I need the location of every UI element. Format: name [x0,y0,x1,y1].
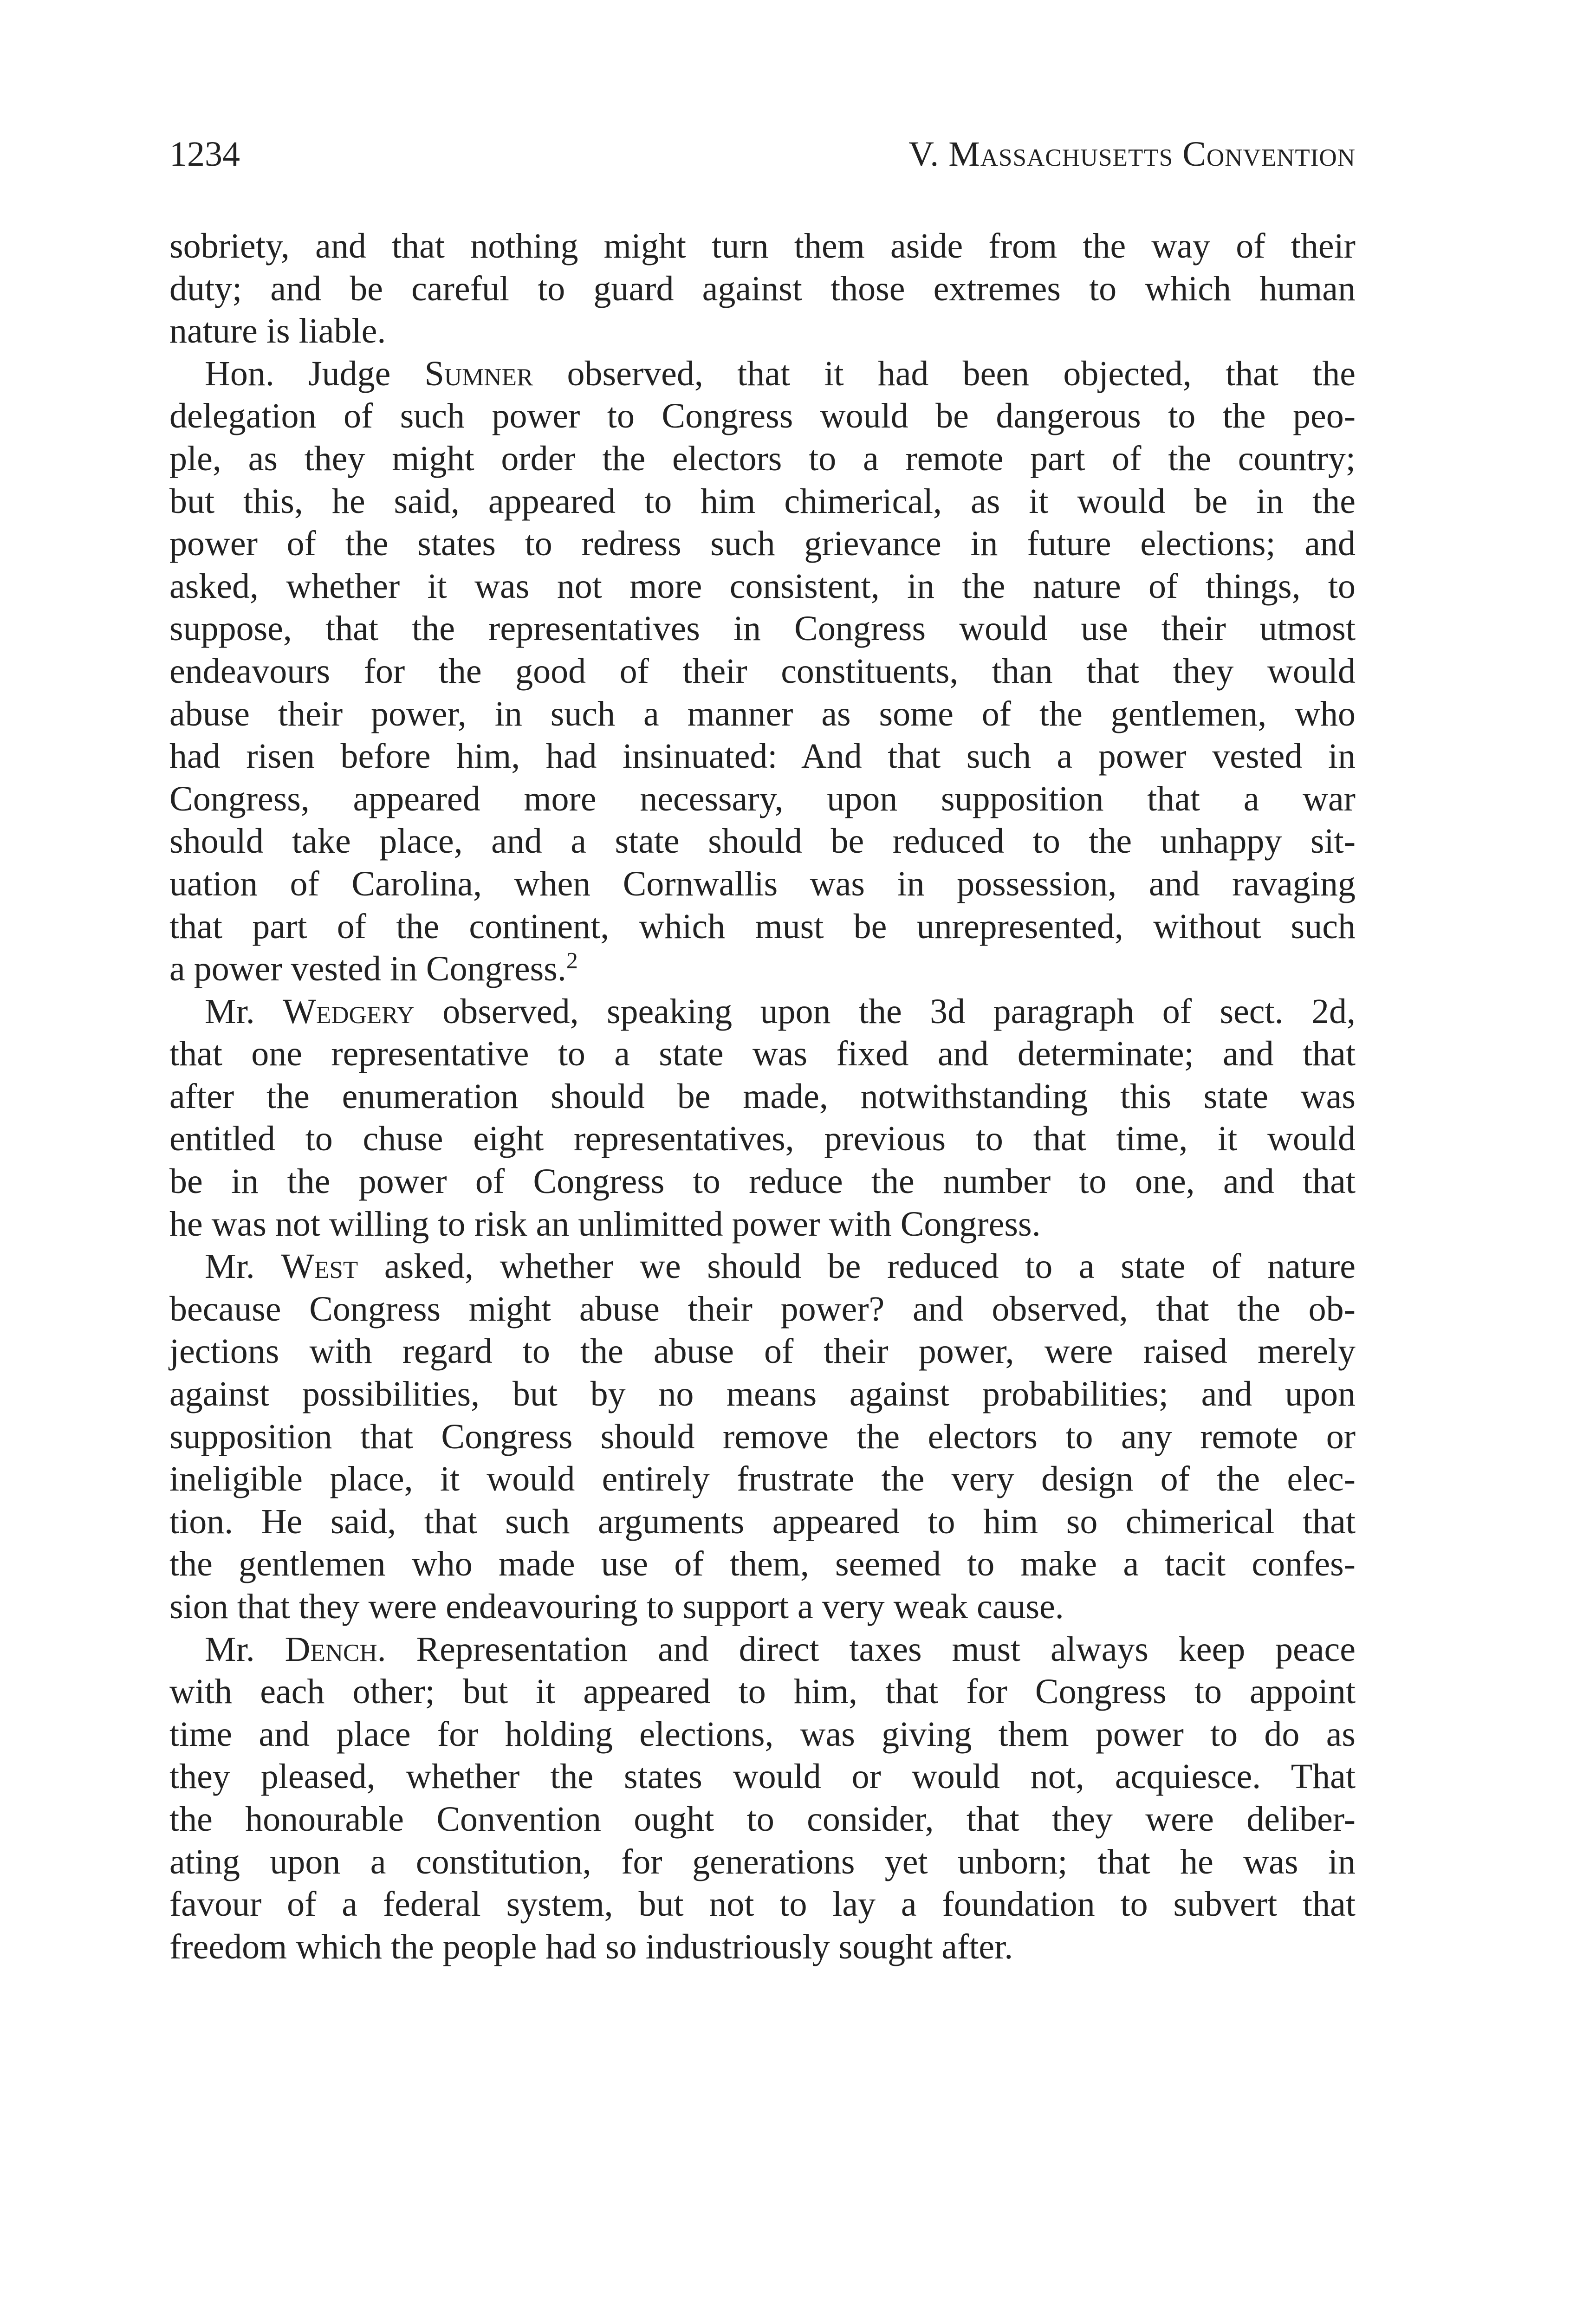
text-line: he was not willing to risk an unlimitted power with Congress. [169,1204,1041,1244]
text-line: favour of a federal system, but not to lay a foundation to subvert that [169,1885,1356,1924]
text-fragment: Mr. [205,992,283,1031]
running-head-title: Massachusetts Convention [948,135,1356,174]
text-line: endeavours for the good of their constituents, than that they would [169,651,1356,691]
text-fragment: a power vested in Congress. [169,949,566,989]
text-line: but this, he said, appeared to him chimerical, as it would be in the [169,481,1356,521]
text-line: because Congress might abuse their power? and observed, that the ob- [169,1289,1356,1329]
text-line: suppose, that the representatives in Congress would use their utmost [169,609,1356,648]
page-number: 1234 [169,135,240,174]
text-line: jections with regard to the abuse of their power, were raised merely [169,1332,1356,1371]
text-line [169,948,1356,991]
text-fragment: Mr. [205,1247,281,1286]
text-line: freedom which the people had so industriously sought after. [169,1927,1013,1966]
text-line [169,1245,1356,1288]
speaker-name: Wedgery [283,992,415,1031]
text-line: time and place for holding elections, was giving them power to do as [169,1714,1356,1754]
text-line: be in the power of Congress to reduce the number to one, and that [169,1162,1356,1201]
text-fragment: observed, that it had been objected, that the [533,354,1356,393]
text-line: should take place, and a state should be reduced to the unhappy sit- [169,822,1356,861]
text-line: had risen before him, had insinuated: And that such a power vested in [169,737,1356,776]
text-line: delegation of such power to Congress would be dangerous to the peo- [169,396,1356,436]
text-line: tion. He said, that such arguments appeared to him so chimerical that [169,1502,1356,1541]
paragraph [169,1245,1356,1628]
text-line: asked, whether it was not more consistent, in the nature of things, to [169,566,1356,606]
running-head-prefix: V. [908,135,949,174]
text-fragment: asked, whether we should be reduced to a state of nature [358,1247,1356,1286]
text-line [169,353,1356,395]
text-line: abuse their power, in such a manner as some of the gentlemen, who [169,694,1356,733]
text-line [169,991,1356,1033]
text-line: against possibilities, but by no means against probabilities; and upon [169,1374,1356,1414]
text-fragment: Mr. [205,1629,285,1669]
text-line: ple, as they might order the electors to a remote part of the country; [169,439,1356,478]
speaker-name: West [281,1247,358,1286]
text-line: they pleased, whether the states would or would not, acquiesce. That [169,1757,1356,1796]
text-line: with each other; but it appeared to him, that for Congress to appoint [169,1672,1356,1712]
footnote-ref[interactable]: 2 [566,947,578,973]
text-line: power of the states to redress such grievance in future elections; and [169,524,1356,564]
text-line: that part of the continent, which must be unrepresented, without such [169,907,1356,946]
text-line: nature is liable. [169,311,386,351]
speaker-name: Sumner [424,354,533,393]
speaker-name: Dench [285,1629,377,1669]
text-line: ineligible place, it would entirely frustrate the very design of the elec- [169,1459,1356,1499]
text-line: entitled to chuse eight representatives, previous to that time, it would [169,1119,1356,1159]
text-fragment: observed, speaking upon the 3d paragraph of sect. 2d, [414,992,1356,1031]
running-head [908,131,1356,177]
text-fragment: Hon. Judge [205,354,425,393]
text-line: supposition that Congress should remove the electors to any remote or [169,1417,1356,1456]
body-text [169,225,1356,1968]
text-line: ating upon a constitution, for generations yet unborn; that he was in [169,1842,1356,1881]
paragraph [169,991,1356,1246]
text-line: duty; and be careful to guard against those extremes to which human [169,269,1356,308]
text-line: that one representative to a state was fixed and determinate; and that [169,1034,1356,1074]
text-line: sobriety, and that nothing might turn them aside from the way of their [169,227,1356,266]
text-line: the gentlemen who made use of them, seemed to make a tacit confes- [169,1544,1356,1584]
paragraph [169,1628,1356,1969]
page-header [169,131,1356,187]
text-line: uation of Carolina, when Cornwallis was in possession, and ravaging [169,864,1356,903]
text-line: the honourable Convention ought to consider, that they were deliber- [169,1799,1356,1839]
text-line [169,1628,1356,1671]
paragraph [169,225,1356,353]
text-line: Congress, appeared more necessary, upon supposition that a war [169,779,1356,818]
text-line: sion that they were endeavouring to support a very weak cause. [169,1587,1064,1626]
paragraph [169,353,1356,991]
text-fragment: . Representation and direct taxes must always keep peace [377,1629,1356,1669]
text-line: after the enumeration should be made, notwithstanding this state was [169,1076,1356,1116]
